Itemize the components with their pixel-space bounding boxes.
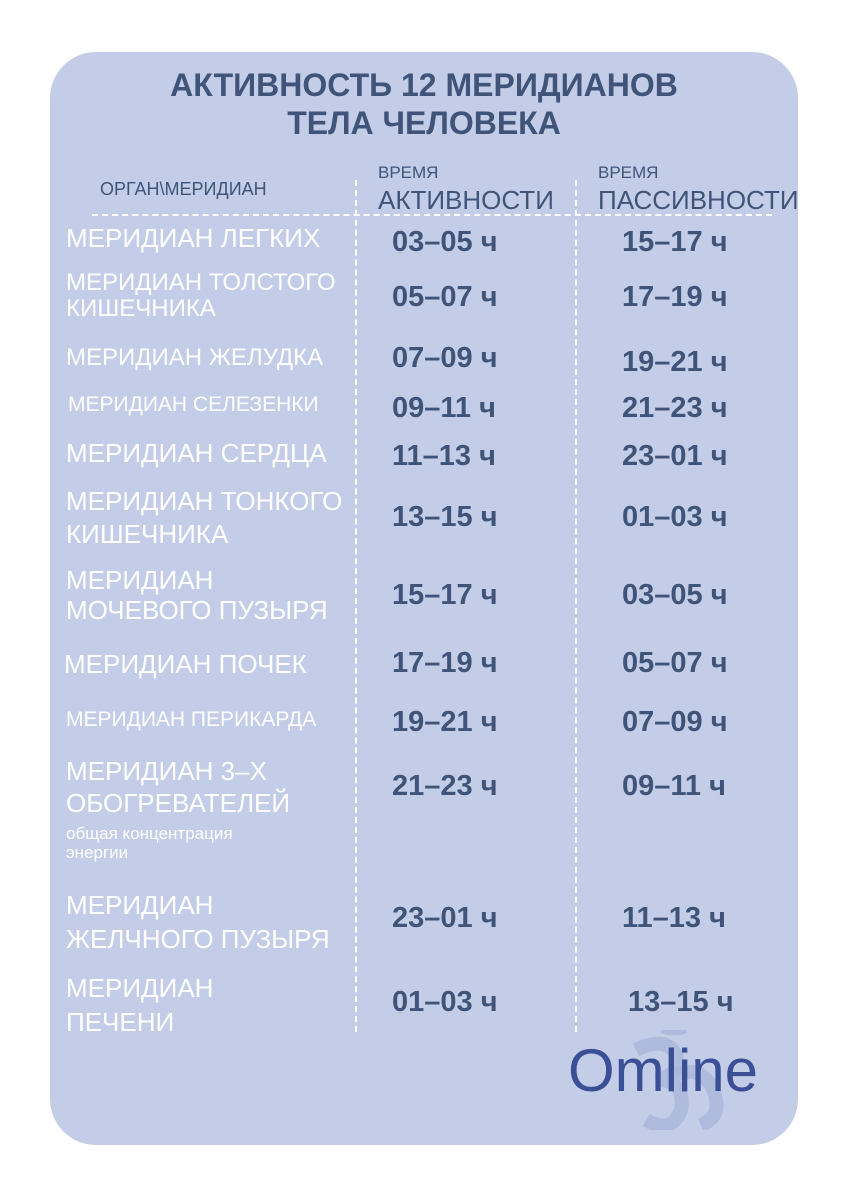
organ-cell: МЕРИДИАН ТОНКОГО КИШЕЧНИКА: [66, 486, 343, 549]
header-active: [378, 162, 554, 216]
active-time: 11–13 ч: [392, 440, 496, 472]
column-divider-1: [355, 180, 357, 1032]
passive-time: 23–01 ч: [622, 440, 728, 472]
active-time: 15–17 ч: [392, 579, 498, 611]
organ-cell: МЕРИДИАН ПЕЧЕНИ: [66, 973, 214, 1037]
passive-time: 15–17 ч: [622, 226, 728, 258]
passive-time: 03–05 ч: [622, 579, 728, 611]
header-divider: [92, 214, 772, 216]
passive-time: 07–09 ч: [622, 706, 728, 738]
column-divider-2: [575, 180, 577, 1032]
passive-time: 21–23 ч: [622, 392, 728, 424]
passive-time: 11–13 ч: [622, 902, 726, 934]
organ-cell: МЕРИДИАН 3–Х ОБОГРЕВАТЕЛЕЙ: [66, 756, 291, 818]
header-passive-bottom: ПАССИВНОСТИ: [598, 185, 799, 215]
active-time: 09–11 ч: [392, 392, 496, 424]
active-time: 19–21 ч: [392, 706, 498, 738]
header-organ: ОРГАН\МЕРИДИАН: [100, 179, 267, 199]
active-time: 17–19 ч: [392, 647, 498, 679]
header-active-bottom: АКТИВНОСТИ: [378, 185, 554, 215]
organ-cell: МЕРИДИАН МОЧЕВОГО ПУЗЫРЯ: [66, 565, 328, 625]
passive-time: 17–19 ч: [622, 281, 728, 313]
active-time: 03–05 ч: [392, 226, 498, 258]
passive-time: 01–03 ч: [622, 501, 728, 533]
active-time: 13–15 ч: [392, 501, 498, 533]
active-time: 21–23 ч: [392, 770, 498, 802]
title-line-1: АКТИВНОСТЬ 12 МЕРИДИАНОВ: [170, 67, 678, 103]
organ-cell: МЕРИДИАН ПОЧЕК: [64, 649, 307, 679]
active-time: 05–07 ч: [392, 281, 498, 313]
title-line-2: ТЕЛА ЧЕЛОВЕКА: [287, 105, 561, 141]
passive-time: 19–21 ч: [622, 346, 728, 378]
active-time: 23–01 ч: [392, 902, 498, 934]
brand-logo: Omline: [568, 1037, 759, 1104]
header-active-top: ВРЕМЯ: [378, 163, 439, 182]
organ-cell: МЕРИДИАН ЖЕЛЧНОГО ПУЗЫРЯ: [66, 890, 330, 954]
passive-time: 05–07 ч: [622, 647, 728, 679]
passive-time: 13–15 ч: [628, 986, 734, 1018]
organ-note: общая концентрация энергии: [66, 824, 233, 862]
page-title: [50, 66, 798, 142]
organ-cell: МЕРИДИАН СЕЛЕЗЕНКИ: [68, 393, 319, 416]
organ-cell: МЕРИДИАН ЖЕЛУДКА: [66, 344, 324, 371]
organ-cell: МЕРИДИАН ТОЛСТОГО КИШЕЧНИКА: [66, 269, 336, 322]
header-passive-top: ВРЕМЯ: [598, 163, 659, 182]
active-time: 07–09 ч: [392, 342, 498, 374]
organ-cell: МЕРИДИАН ЛЕГКИХ: [66, 223, 321, 253]
passive-time: 09–11 ч: [622, 770, 726, 802]
organ-cell: МЕРИДИАН СЕРДЦА: [66, 438, 327, 468]
active-time: 01–03 ч: [392, 986, 498, 1018]
header-passive: [598, 162, 799, 216]
organ-cell: МЕРИДИАН ПЕРИКАРДА: [66, 708, 317, 731]
